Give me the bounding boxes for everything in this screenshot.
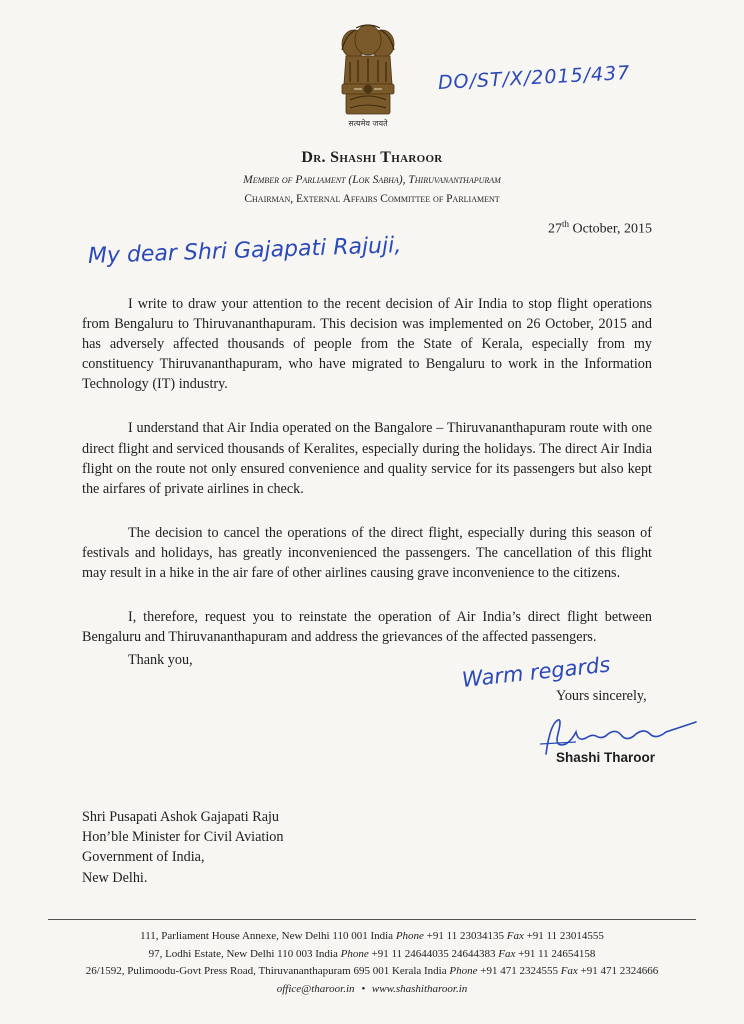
body-paragraph: I understand that Air India operated on the Bangalore – Thiruvananthapuram route with one direct flight and serviced thousands of Keralites, especially during the holidays. The direct Air India flight on the route not only ensured convenience and quality service for its passengers but also kept the airfares of private airlines in check. — [82, 420, 652, 497]
body-paragraph: I write to draw your attention to the recent decision of Air India to stop flight operations from Bengaluru to Thiruvananthapuram. This decision was implemented on 26 October, 2015 and has adversely affected thousands of people from the State of Kerala, especially from my constituency Thiruvananthapuram, who have migrated to Bengaluru to work in the Information Technology (IT) industry. — [82, 296, 652, 393]
recipient-line: Government of India, — [82, 849, 205, 866]
body-paragraph: The decision to cancel the operations of the direct flight, especially during this season of festivals and holidays, has greatly inconvenienced the passengers. The cancellation of this flight may result in a hike in the air fare of other airlines causing grave inconvenience to the citizens. — [82, 524, 652, 582]
footer-divider — [48, 919, 696, 920]
closing-yours: Yours sincerely, — [556, 688, 647, 704]
footer-address-line: 97, Lodhi Estate, New Delhi 110 003 India Phone +91 11 24644035 24644383 Fax +91 11 24654158 — [148, 947, 596, 960]
footer-address-line: 26/1592, Pulimoodu-Govt Press Road, Thiruvananthapuram 695 001 Kerala India Phone +91 471 2324555 Fax +91 471 2324666 — [85, 965, 659, 978]
footer-contact — [0, 981, 744, 999]
emblem-motto: सत्यमेव जयते — [348, 119, 388, 128]
letter-date: 27th October, 2015 — [547, 219, 652, 237]
letterhead-title-2: Chairman, External Affairs Committee of Parliament — [244, 193, 500, 205]
closing-thanks: Thank you, — [128, 652, 193, 668]
footer-address-line: 111, Parliament House Annexe, New Delhi 110 001 India Phone +91 11 23034135 Fax +91 11 23014555 — [140, 930, 604, 942]
email-link[interactable]: office@tharoor.in — [276, 982, 355, 995]
recipient-address — [82, 807, 284, 888]
recipient-line: Shri Pusapati Ashok Gajapati Raju — [82, 809, 280, 825]
letterhead-title-1: Member of Parliament (Lok Sabha), Thiruvananthapuram — [243, 174, 501, 186]
letterhead-name: Dr. Shashi Tharoor — [301, 149, 443, 166]
website-link[interactable]: www.shashitharoor.in — [371, 982, 468, 995]
letter-body — [82, 294, 652, 671]
footer-addresses — [0, 928, 744, 998]
signer-name: Shashi Tharoor — [556, 750, 656, 765]
recipient-line: Hon’ble Minister for Civil Aviation — [82, 829, 284, 846]
footer-separator: • — [361, 982, 366, 995]
handwritten-salutation: My dear Shri Gajapati Rajuji, — [87, 233, 402, 269]
reference-number: DO/ST/X/2015/437 — [437, 61, 631, 94]
handwritten-regards: Warm regards — [460, 652, 612, 692]
body-paragraph: I, therefore, request you to reinstate the operation of Air India’s direct flight between Bengaluru and Thiruvananthapuram and address the grievances of the affected passengers. — [82, 609, 652, 646]
recipient-line: New Delhi. — [82, 869, 148, 886]
